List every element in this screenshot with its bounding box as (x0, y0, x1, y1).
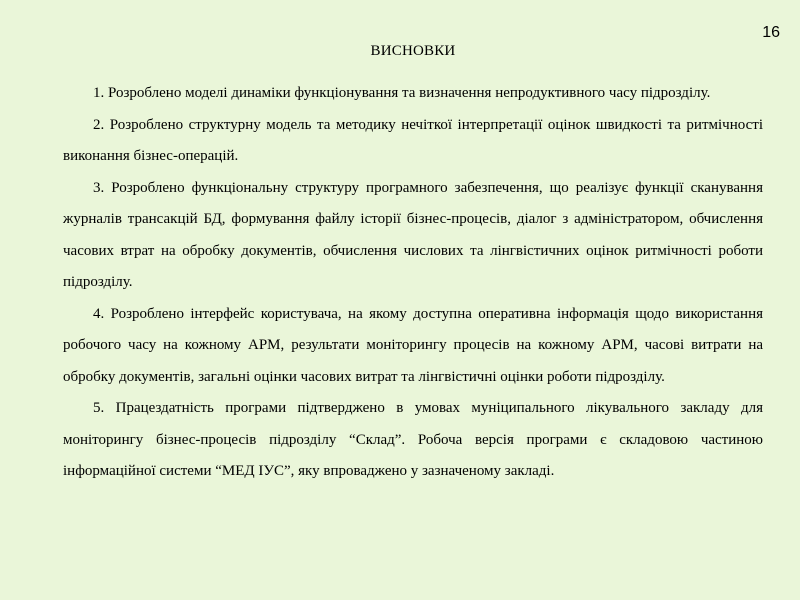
conclusion-paragraph-2: 2. Розроблено структурну модель та методику нечіткої інтерпретації оцінок швидкості та ритмічності виконання бізнес-операцій. (63, 116, 763, 164)
conclusion-paragraph-5: 5. Працездатність програми підтверджено в умовах муніципального лікувального закладу для моніторингу бізнес-процесів підрозділу “Склад”. Робоча версія програми є складовою частиною інформаційної системи “МЕД ІУС”, яку впроваджено у зазначеному закладі. (63, 400, 763, 479)
page-title: ВИСНОВКИ (370, 43, 456, 59)
page-number: 16 (762, 24, 780, 41)
conclusions-body (63, 78, 763, 488)
conclusion-paragraph-1: 1. Розроблено моделі динаміки функціонування та визначення непродуктивного часу підрозділу. (93, 85, 711, 101)
conclusion-paragraph-3: 3. Розроблено функціональну структуру програмного забезпечення, що реалізує функції сканування журналів трансакцій БД, формування файлу історії бізнес-процесів, діалог з адміністратором, обчислення часових втрат на обробку документів, обчислення числових та лінгвістичних оцінок ритмічності роботи підрозділу. (63, 179, 763, 290)
conclusion-paragraph-4: 4. Розроблено інтерфейс користувача, на якому доступна оперативна інформація щодо використання робочого часу на кожному АРМ, результати моніторингу процесів на кожному АРМ, часові витрати на обробку документів, загальні оцінки часових витрат та лінгвістичні оцінки роботи підрозділу. (63, 305, 763, 385)
